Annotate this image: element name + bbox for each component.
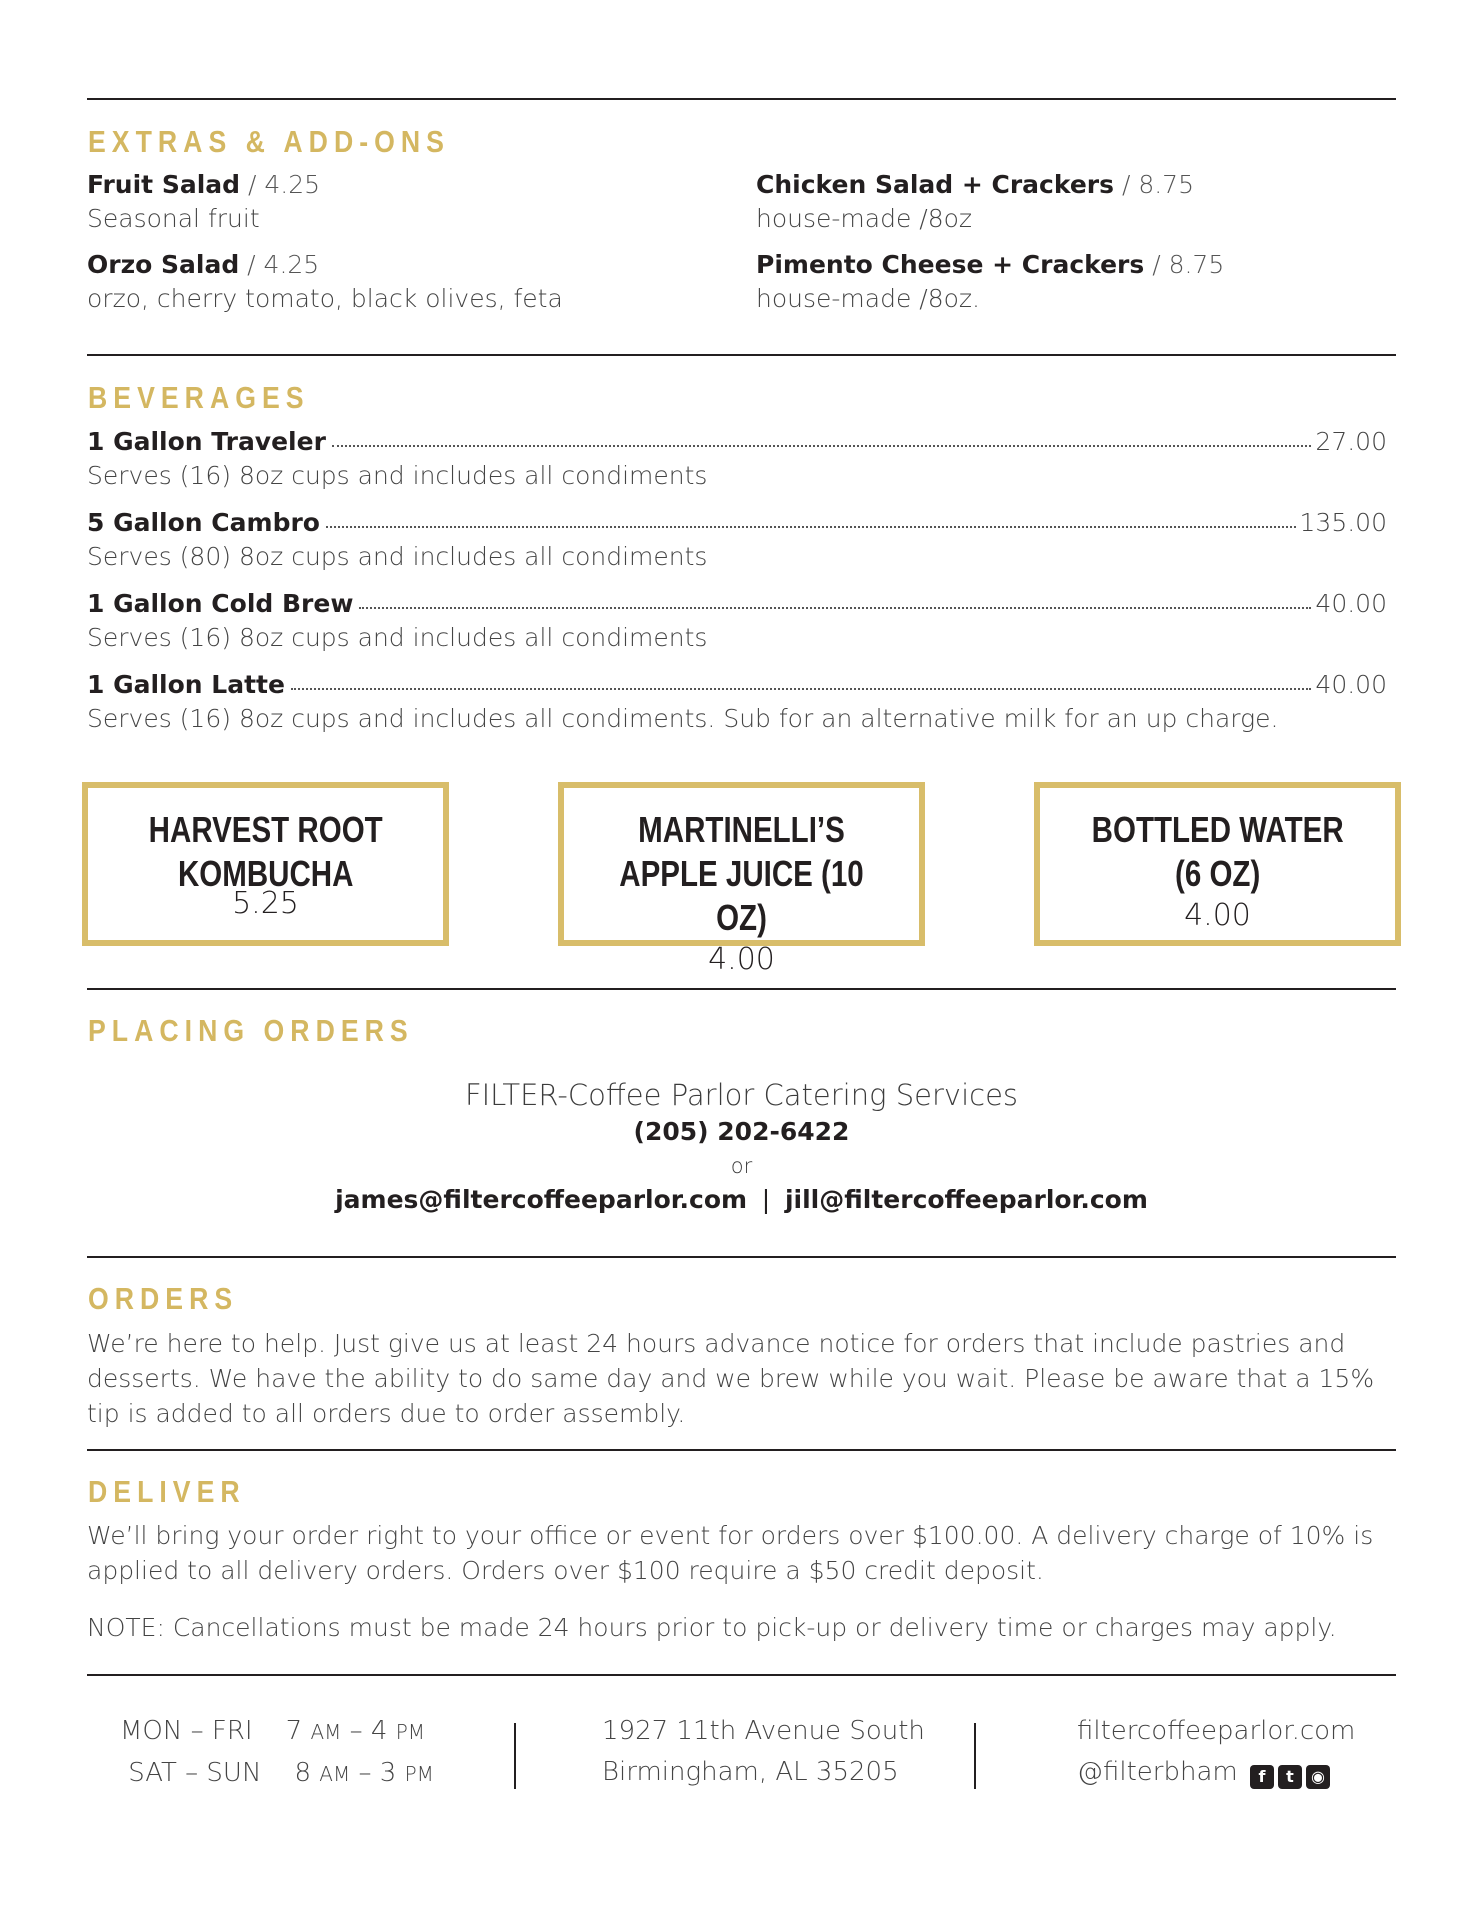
facebook-icon[interactable]: f bbox=[1250, 1765, 1274, 1789]
divider bbox=[87, 988, 1396, 990]
deliver-heading: DELIVER bbox=[88, 1474, 246, 1509]
beverage-item bbox=[87, 665, 1387, 737]
pm-label: PM bbox=[395, 1720, 426, 1744]
email-james[interactable]: james@filtercoffeeparlor.com bbox=[335, 1185, 748, 1214]
extra-item bbox=[756, 248, 1224, 316]
phone-number[interactable]: (205) 202-6422 bbox=[633, 1117, 850, 1146]
extra-name: Pimento Cheese + Crackers bbox=[756, 250, 1145, 279]
extra-desc: orzo, cherry tomato, black olives, feta bbox=[87, 284, 563, 313]
hours-value: 8 bbox=[294, 1758, 312, 1788]
instagram-icon[interactable]: ◉ bbox=[1306, 1765, 1330, 1789]
beverages-heading: BEVERAGES bbox=[88, 380, 310, 415]
hours-dash: – bbox=[358, 1758, 372, 1788]
product-box-apple-juice bbox=[558, 782, 925, 977]
beverage-name: 1 Gallon Latte bbox=[87, 670, 285, 699]
product-title bbox=[596, 808, 887, 940]
deliver-text: We’ll bring your order right to your office or event for orders over $100.00. A delivery charge of 10% is applied to all delivery orders. Orders over $100 require a $50 credit deposit. bbox=[87, 1521, 1374, 1585]
product-title bbox=[148, 808, 382, 896]
hours-value: 4 bbox=[370, 1716, 388, 1746]
dot-leader bbox=[291, 688, 1311, 690]
beverage-item bbox=[87, 584, 1387, 656]
twitter-icon[interactable]: t bbox=[1278, 1765, 1302, 1789]
beverage-name: 1 Gallon Cold Brew bbox=[87, 589, 354, 618]
extra-price: / 4.25 bbox=[240, 170, 321, 199]
am-label: AM bbox=[319, 1762, 351, 1786]
hours-weekend bbox=[120, 1753, 434, 1795]
product-price: 4.00 bbox=[708, 942, 775, 977]
divider bbox=[87, 98, 1396, 100]
extra-price: / 4.25 bbox=[239, 250, 320, 279]
extra-name: Chicken Salad + Crackers bbox=[756, 170, 1114, 199]
beverage-price: 135.00 bbox=[1299, 508, 1387, 537]
product-box-kombucha bbox=[82, 782, 449, 946]
website-link[interactable]: filtercoffeeparlor.com bbox=[1077, 1716, 1356, 1746]
dot-leader bbox=[326, 526, 1296, 528]
web-social bbox=[1077, 1711, 1355, 1793]
hours-value: 3 bbox=[379, 1758, 397, 1788]
product-box-water bbox=[1034, 782, 1401, 946]
footer-divider bbox=[514, 1723, 516, 1789]
divider bbox=[87, 1674, 1396, 1676]
product-title-line: APPLE JUICE (10 OZ) bbox=[619, 853, 864, 938]
divider bbox=[87, 354, 1396, 356]
product-title-line: (6 OZ) bbox=[1174, 853, 1261, 894]
product-title-line: KOMBUCHA bbox=[177, 853, 354, 894]
product-title-line: MARTINELLI’S bbox=[638, 809, 845, 850]
or-text: or bbox=[730, 1154, 753, 1178]
beverage-desc: Serves (80) 8oz cups and includes all condiments bbox=[87, 542, 708, 571]
address-line: 1927 11th Avenue South bbox=[602, 1716, 925, 1746]
beverage-desc: Serves (16) 8oz cups and includes all condiments bbox=[87, 623, 708, 652]
dot-leader bbox=[359, 607, 1311, 609]
divider bbox=[87, 1256, 1396, 1258]
extra-item bbox=[87, 248, 563, 316]
hours-value: 7 bbox=[285, 1716, 303, 1746]
business-hours bbox=[120, 1711, 434, 1795]
dot-leader bbox=[332, 445, 1312, 447]
beverage-price: 40.00 bbox=[1315, 670, 1387, 699]
beverage-desc: Serves (16) 8oz cups and includes all condiments bbox=[87, 461, 708, 490]
social-handle[interactable]: @filterbham bbox=[1077, 1757, 1238, 1787]
beverage-price: 27.00 bbox=[1315, 427, 1387, 456]
product-price: 4.00 bbox=[1184, 898, 1251, 933]
email-separator: | bbox=[761, 1185, 771, 1214]
cancellation-note: NOTE: Cancellations must be made 24 hours prior to pick-up or delivery time or charges may apply. bbox=[87, 1613, 1337, 1642]
email-jill[interactable]: jill@filtercoffeeparlor.com bbox=[784, 1185, 1148, 1214]
pm-label: PM bbox=[404, 1762, 434, 1786]
product-title-line: HARVEST ROOT bbox=[148, 809, 383, 850]
extra-name: Orzo Salad bbox=[87, 250, 240, 279]
extras-heading: EXTRAS & ADD-ONS bbox=[88, 124, 450, 159]
orders-text: We’re here to help. Just give us at least 24 hours advance notice for orders that include pastries and desserts. We have the ability to do same day and we brew while you wait. Please be aware that a 15% tip is added to all orders due to order assembly. bbox=[87, 1329, 1375, 1428]
product-title bbox=[1092, 808, 1344, 896]
email-line bbox=[87, 1185, 1396, 1214]
placing-heading: PLACING ORDERS bbox=[88, 1013, 414, 1048]
orders-heading: ORDERS bbox=[88, 1281, 239, 1316]
beverage-item bbox=[87, 422, 1387, 494]
beverage-price: 40.00 bbox=[1315, 589, 1387, 618]
hours-dash: – bbox=[349, 1716, 363, 1746]
am-label: AM bbox=[310, 1720, 342, 1744]
extra-price: / 8.75 bbox=[1114, 170, 1194, 199]
extra-name: Fruit Salad bbox=[87, 170, 241, 199]
days-label: SAT – SUN bbox=[128, 1758, 262, 1788]
address-line: Birmingham, AL 35205 bbox=[602, 1757, 899, 1787]
extra-desc: house-made /8oz bbox=[756, 204, 973, 233]
beverage-name: 5 Gallon Cambro bbox=[87, 508, 320, 537]
divider bbox=[87, 1449, 1396, 1451]
extra-item bbox=[87, 168, 320, 236]
days-label: MON – FRI bbox=[120, 1716, 253, 1746]
extra-item bbox=[756, 168, 1194, 236]
extra-price: / 8.75 bbox=[1144, 250, 1225, 279]
footer-divider bbox=[974, 1723, 976, 1789]
product-price: 5.25 bbox=[232, 886, 299, 921]
extra-desc: house-made /8oz. bbox=[756, 284, 980, 313]
extra-desc: Seasonal fruit bbox=[87, 204, 260, 233]
social-row bbox=[1077, 1752, 1355, 1793]
address bbox=[602, 1711, 925, 1793]
beverage-item bbox=[87, 503, 1387, 575]
beverage-name: 1 Gallon Traveler bbox=[87, 427, 326, 456]
company-name: FILTER-Coffee Parlor Catering Services bbox=[464, 1078, 1019, 1112]
product-title-line: BOTTLED WATER bbox=[1091, 809, 1344, 850]
beverage-desc: Serves (16) 8oz cups and includes all condiments. Sub for an alternative milk for an up charge. bbox=[87, 704, 1279, 733]
hours-weekday bbox=[120, 1711, 434, 1753]
